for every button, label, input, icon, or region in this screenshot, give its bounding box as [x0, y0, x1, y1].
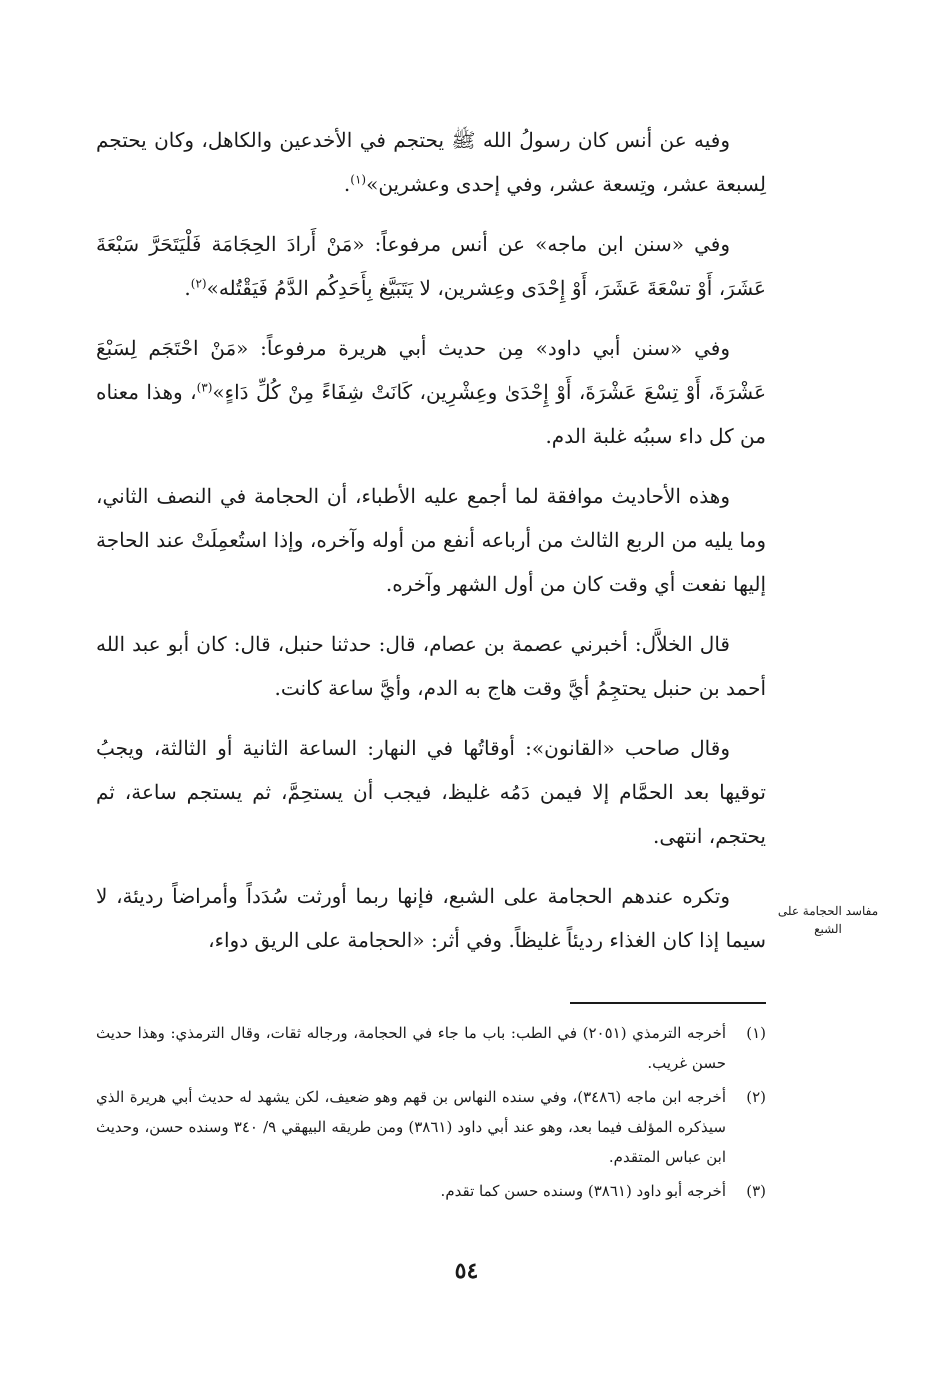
paragraph-6: وقال صاحب «القانون»: أوقاتُها في النهار: الساعة الثانية أو الثالثة، ويجبُ توقيها بعد الحمَّام إلا فيمن دَمُه غليظ، فيجب أن يستحِمَّ، ثم يستجم ساعة، ثم يحتجم، انتهى. [96, 736, 766, 848]
footnote-ref-1[interactable]: (١) [350, 172, 367, 187]
paragraph-4: وهذه الأحاديث موافقة لما أجمع عليه الأطباء، أن الحجامة في النصف الثاني، وما يليه من الربع الثالث من أرباعه أنفع من أوله وآخره، وإذا استُعمِلَتْ عند الحاجة إليها نفعت أي وقت كان من أول الشهر وآخره. [96, 484, 766, 596]
footnote-ref-2[interactable]: (٢) [190, 276, 207, 291]
footnote-2 [96, 1082, 766, 1172]
footnotes [96, 1018, 766, 1210]
footnote-text: أخرجه الترمذي (٢٠٥١) في الطب: باب ما جاء في الحجامة، ورجاله ثقات، وقال الترمذي: وهذا حديث حسن غريب. [96, 1024, 727, 1072]
footnote-text: أخرجه أبو داود (٣٨٦١) وسنده حسن كما تقدم. [440, 1182, 726, 1200]
margin-note: مفاسد الحجامة على الشبع [777, 904, 879, 936]
footnote-number: (٣) [746, 1182, 766, 1200]
paragraph-5: قال الخلاَّل: أخبرني عصمة بن عصام، قال: حدثنا حنبل، قال: كان أبو عبد الله أحمد بن حنبل يحتجِمُ أيَّ وقت هاج به الدم، وأيَّ ساعة كانت. [96, 632, 766, 700]
paragraph-3: وفي «سنن أبي داود» مِن حديث أبي هريرة مرفوعاً: «مَنْ احْتَجَم لِسَبْعَ عَشْرَةَ، أَوْ تِسْعَ عَشْرَةَ، أَوْ إِحْدَىٰ وعِشْرِين، كَانَتْ شِفَاءً مِنْ كُلِّ دَاءٍ»$^{(٣)}$، وهذا معناه من كل داء سببُه غلبة الدم. [96, 336, 767, 448]
footnote-text: أخرجه ابن ماجه (٣٤٨٦)، وفي سنده النهاس بن قهم وهو ضعيف، لكن يشهد له حديث أبي هريرة الذي سيذكره المؤلف فيما بعد، وهو عند أبي داود (٣٨٦١) ومن طريقه البيهقي ٩/ ٣٤٠ وسنده حسن، وحديث ابن عباس المتقدم. [96, 1088, 727, 1166]
footnote-number: (٢) [746, 1088, 766, 1106]
paragraph-7: وتكره عندهم الحجامة على الشبع، فإنها ربما أورثت سُدَداً وأمراضاً رديئة، لا سيما إذا كان الغذاء رديئاً غليظاً. وفي أثر: «الحجامة على الريق دواء، [96, 884, 766, 952]
paragraph-2: وفي «سنن ابن ماجه» عن أنس مرفوعاً: «مَنْ أَرادَ الحِجَامَة فَلْيَتَحَرَّ سَبْعَةَ عَشَرَ، أَوْ تسْعَةَ عَشَرَ، أَوْ إِحْدَى وعِشرين، لا يَتَبَيَّغ بِأَحَدِكُم الدَّمُ فَيَقْتُله»$^{(٢)}$. [96, 232, 766, 300]
footnote-1 [96, 1018, 766, 1078]
footnote-number: (١) [746, 1024, 766, 1042]
footnote-ref-3[interactable]: (٣) [196, 380, 213, 395]
footnote-3 [96, 1176, 766, 1206]
main-text [96, 118, 766, 978]
paragraph-1: وفيه عن أنس كان رسولُ الله ﷺ يحتجم في الأخدعين والكاهل، وكان يحتجم لِسبعة عشر، وتِسعة عشر، وفي إحدى وعشرين»$^{(١)}$. [96, 128, 766, 196]
page-number: ٥٤ [454, 1258, 479, 1284]
footnote-divider [570, 1002, 766, 1004]
